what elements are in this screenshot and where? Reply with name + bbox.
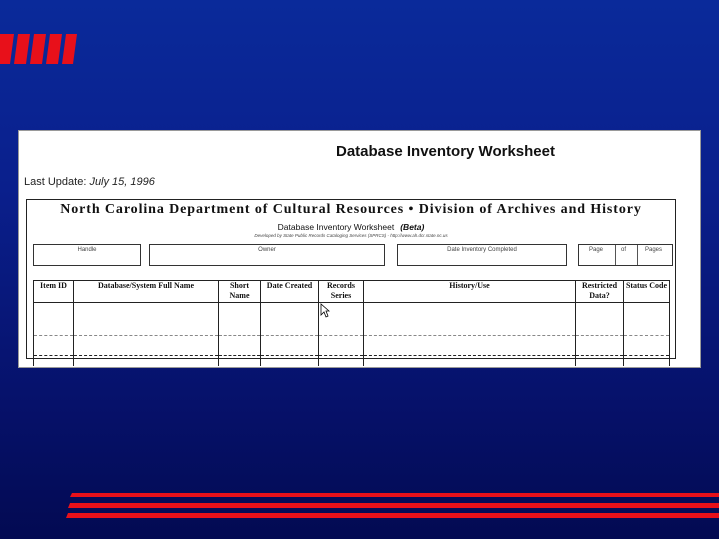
column-header: Records Series bbox=[319, 281, 364, 303]
beta-tag: (Beta) bbox=[400, 222, 425, 232]
of-label: of bbox=[621, 247, 627, 253]
column-header: Item ID bbox=[34, 281, 74, 303]
last-update bbox=[24, 176, 155, 188]
developed-by: Developed by State Public Records Cataloging Services (SPRCS) - http://www.ah.dcr.state.nc.us bbox=[254, 233, 448, 238]
handle-label: Handle bbox=[77, 247, 97, 253]
red-stripes-logo bbox=[0, 32, 78, 66]
column-header: Date Created bbox=[261, 281, 319, 303]
handle-field bbox=[33, 244, 141, 266]
table-row bbox=[34, 325, 670, 336]
worksheet-image bbox=[18, 130, 701, 368]
form-subtitle bbox=[27, 222, 675, 232]
last-update-label: Last Update: bbox=[24, 176, 87, 188]
table-row bbox=[34, 355, 670, 366]
column-header: Database/System Full Name bbox=[74, 281, 219, 303]
column-header: Status Code bbox=[624, 281, 670, 303]
date-completed-field bbox=[397, 244, 567, 266]
owner-field bbox=[149, 244, 385, 266]
last-update-date: July 15, 1996 bbox=[89, 176, 155, 188]
table-row bbox=[34, 335, 670, 355]
table-header-row bbox=[34, 281, 670, 303]
column-header: Short Name bbox=[219, 281, 261, 303]
form-subtitle-text: Database Inventory Worksheet bbox=[277, 222, 395, 232]
mouse-cursor-icon bbox=[320, 303, 330, 318]
worksheet-title: Database Inventory Worksheet bbox=[336, 143, 555, 160]
inventory-table bbox=[33, 280, 670, 366]
owner-label: Owner bbox=[258, 247, 276, 253]
page-label: Page bbox=[589, 247, 604, 253]
department-heading: North Carolina Department of Cultural Resources • Division of Archives and History bbox=[60, 202, 642, 217]
date-completed-label: Date Inventory Completed bbox=[447, 247, 517, 253]
red-horizontal-stripes bbox=[0, 490, 719, 520]
pages-label: Pages bbox=[645, 247, 663, 253]
page-field bbox=[578, 244, 673, 266]
inventory-form bbox=[26, 199, 676, 359]
column-header: History/Use bbox=[364, 281, 576, 303]
column-header: Restricted Data? bbox=[576, 281, 624, 303]
table-row bbox=[34, 303, 670, 325]
